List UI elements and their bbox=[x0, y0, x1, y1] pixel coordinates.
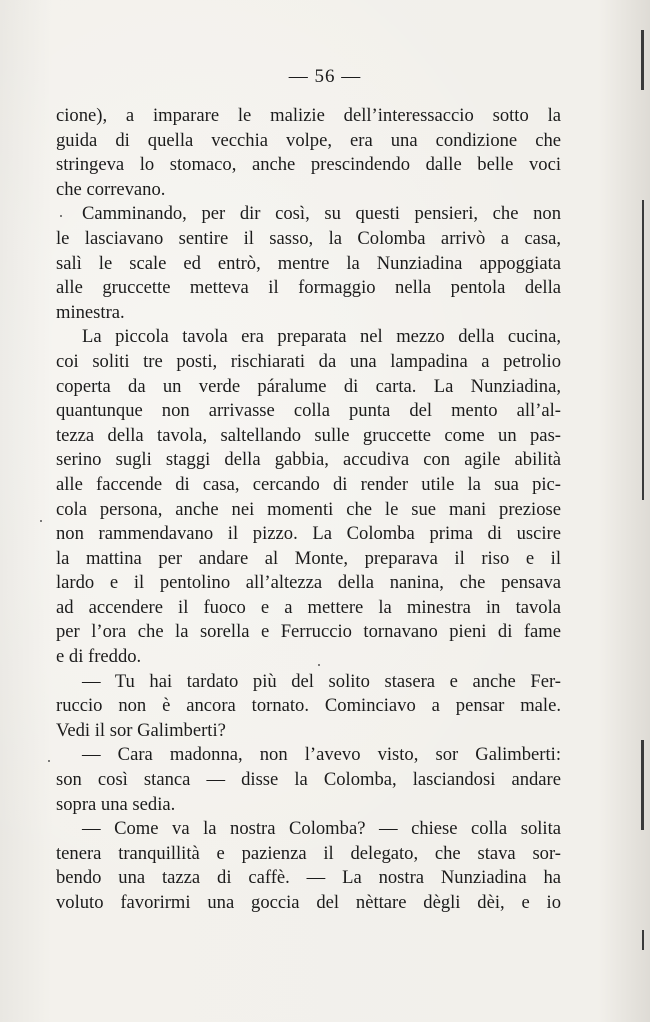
text-line: tezza della tavola, saltellando sulle gruccette come un pas- bbox=[56, 424, 561, 446]
text-line: stringeva lo stomaco, anche prescindendo dalle belle voci bbox=[56, 154, 561, 176]
text-line: salì le scale ed entrò, mentre la Nunziadina appoggiata bbox=[56, 252, 561, 274]
text-line: cola persona, anche nei momenti che le sue mani preziose bbox=[56, 498, 561, 520]
text-line: la mattina per andare al Monte, preparava il riso e il bbox=[56, 547, 561, 569]
text-line: bendo una tazza di caffè. — La nostra Nunziadina ha bbox=[56, 867, 561, 889]
text-line: per l’ora che la sorella e Ferruccio tornavano pieni di fame bbox=[56, 621, 561, 643]
edge-mark bbox=[642, 930, 644, 950]
text-line: Vedi il sor Galimberti? bbox=[56, 719, 226, 741]
text-line: — Come va la nostra Colomba? — chiese colla solita bbox=[82, 818, 561, 840]
text-line: coperta da un verde páralume di carta. La Nunziadina, bbox=[56, 375, 561, 397]
text-line: e di freddo. bbox=[56, 646, 142, 668]
page-number: — 56 — bbox=[288, 66, 362, 87]
edge-mark bbox=[642, 200, 644, 500]
text-line: tenera tranquillità e pazienza il delegato, che stava sor- bbox=[56, 842, 561, 864]
paper-speck bbox=[318, 664, 320, 666]
paper-speck bbox=[40, 520, 42, 522]
text-line: alle faccende di casa, cercando di render utile la sua pic- bbox=[56, 473, 561, 495]
text-line: Camminando, per dir così, su questi pensieri, che non bbox=[82, 203, 561, 225]
edge-mark bbox=[641, 740, 644, 830]
paper-speck bbox=[48, 760, 50, 762]
text-line: ruccio non è ancora tornato. Cominciavo a pensar male. bbox=[56, 695, 561, 717]
text-line: quantunque non arrivasse colla punta del mento all’al- bbox=[56, 400, 561, 422]
text-line: — Tu hai tardato più del solito stasera e anche Fer- bbox=[82, 670, 561, 692]
text-line: che correvano. bbox=[56, 178, 166, 200]
text-line: La piccola tavola era preparata nel mezzo della cucina, bbox=[82, 326, 561, 348]
text-line: alle gruccette metteva il formaggio nella pentola della bbox=[56, 277, 561, 299]
paper-speck bbox=[60, 215, 62, 217]
text-line: sopra una sedia. bbox=[56, 793, 176, 815]
body-text bbox=[56, 104, 561, 916]
text-line: guida di quella vecchia volpe, era una condizione che bbox=[56, 129, 561, 151]
text-line: le lasciavano sentire il sasso, la Colomba arrivò a casa, bbox=[56, 227, 561, 249]
text-line: — Cara madonna, non l’avevo visto, sor Galimberti: bbox=[82, 744, 561, 766]
text-line: minestra. bbox=[56, 301, 125, 323]
text-line: serino sugli staggi della gabbia, accudiva con agile abilità bbox=[56, 449, 561, 471]
edge-mark bbox=[641, 30, 644, 90]
text-line: non rammendavano il pizzo. La Colomba prima di uscire bbox=[56, 523, 561, 545]
text-line: son così stanca — disse la Colomba, lasciandosi andare bbox=[56, 769, 561, 791]
text-line: cione), a imparare le malizie dell’interessaccio sotto la bbox=[56, 105, 561, 126]
text-line: voluto favorirmi una goccia del nèttare dègli dèi, e io bbox=[56, 892, 561, 913]
text-line: ad accendere il fuoco e a mettere la minestra in tavola bbox=[56, 596, 561, 618]
text-line: lardo e il pentolino all’altezza della nanina, che pensava bbox=[56, 572, 561, 594]
text-line: coi soliti tre posti, rischiarati da una lampadina a petrolio bbox=[56, 350, 561, 372]
